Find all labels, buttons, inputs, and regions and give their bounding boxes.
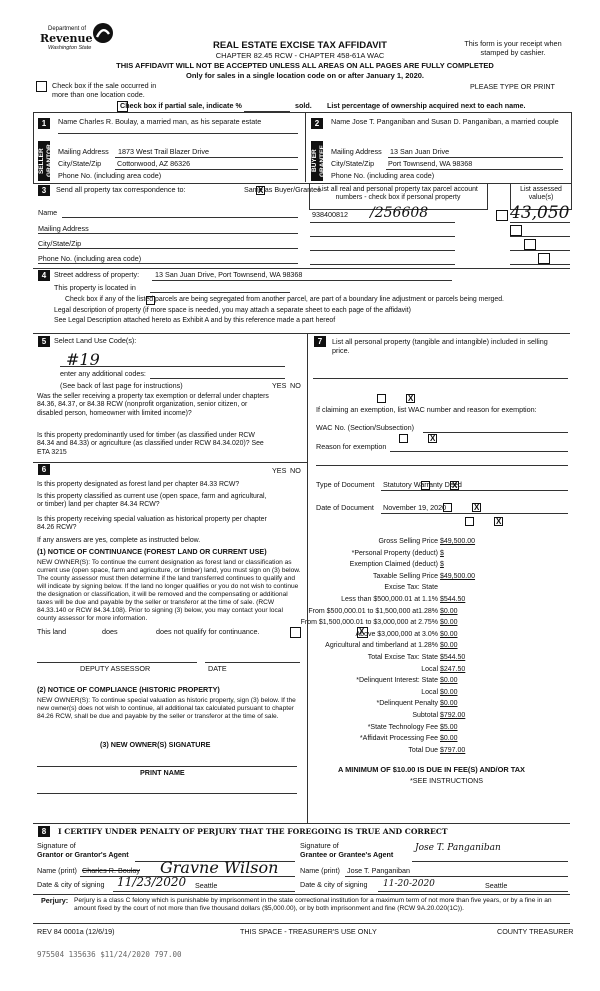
tax-row [308,631,570,642]
tax-row-value[interactable]: $0.00 [440,619,458,627]
section-8-number: 8 [38,826,50,837]
s5-q1-text: Was the seller receiving a property tax exemption or deferral under chapters 84.36, 84.37, or 84.38 RCW (nonprofit organization, senior citizen, or disabled person, homeowner with limited income)? [37,393,269,417]
grantor-print-label: Name (print) [37,866,77,875]
wac-no-label: WAC No. (Section/Subsection) [316,423,414,432]
tax-row-label: Less than $500,000.01 at 1.1% [341,596,438,603]
same-as-buyer-label: Same as Buyer/Grantee [244,185,322,194]
s5-yes-header: YES [272,381,287,390]
personal-property-checkbox-1[interactable] [496,210,508,221]
tax-row-value[interactable]: $0.00 [440,607,458,615]
tax-row [308,596,570,607]
seller-city-label: City/State/Zip [58,159,102,168]
tax-row-label: *Delinquent Interest: State [356,677,438,685]
legal-description-value[interactable]: See Legal Description attached hereto as Exhibit A and by this reference made a part hereof [54,317,336,324]
tax-row-value[interactable]: $0.00 [440,688,458,696]
land-use-code-handwritten: #19 [66,350,100,369]
grantee-sig-label2: Grantee or Grantee's Agent [300,850,394,859]
tax-row-label: From $1,500,000.01 to $3,000,000 at 2.75% [300,619,438,627]
new-owner-signature-label: (3) NEW OWNER(S) SIGNATURE [100,740,211,749]
tax-row [308,642,570,653]
s6-q3-no-checkbox[interactable] [494,517,503,526]
parcel-number-handwritten: /256608 [370,205,429,221]
s5-q2-text: Is this property predominantly used for timber (as classified under RCW 84.34 and 84.33) or agriculture (as classified under RCW 84.34.020)? See ETA 3215 [37,432,264,456]
correspondence-name-label: Name [38,208,58,217]
tax-row-value[interactable]: $0.00 [440,700,458,708]
tax-row-label: Local [421,688,438,696]
print-name-label: PRINT NAME [140,768,185,777]
form-warning: THIS AFFIDAVIT WILL NOT BE ACCEPTED UNLESS ALL AREAS ON ALL PAGES ARE FULLY COMPLETED [116,61,494,70]
send-correspondence-label: Send all property tax correspondence to: [56,185,186,194]
type-print-note: PLEASE TYPE OR PRINT [470,82,555,91]
exemption-claim-label: If claiming an exemption, list WAC number and reason for exemption: [316,405,537,414]
tax-row-label: Above $3,000,000 at 3.0% [355,630,438,638]
section-1-number: 1 [38,118,50,129]
grantor-city[interactable]: Seattle [195,881,218,890]
tax-row [308,724,570,735]
s6-q2-no-checkbox[interactable] [472,503,481,512]
s5-no-header: NO [290,381,301,390]
tax-row-value[interactable]: $0.00 [440,630,458,638]
dept-line3: Washington State [48,45,92,51]
grantor-date-handwritten[interactable]: 11/23/2020 [117,875,187,889]
personal-property-checkbox-3[interactable] [524,239,536,250]
s5-q2-no-checkbox[interactable] [428,434,437,443]
dept-line2: Revenue [40,32,93,45]
this-land-label: This land [37,627,67,636]
perjury-label: Perjury: [41,896,69,905]
assessor-date-label: DATE [208,664,227,673]
grantee-date-handwritten[interactable]: 11-20-2020 [383,879,435,889]
s6-q2-text: Is this property classified as current use (open space, farm and agricultural, or timber) land per chapter 84.34 RCW? [37,493,267,509]
s6-q1-text: Is this property designated as forest land per chapter 84.33 RCW? [37,481,240,488]
continuance-text: NEW OWNER(S): To continue the current designation as forest land or classification as current use (open space, farm and agriculture, or timber) land, you must sign on (3) below. The county assessor must then determine if the land transferred continues to qualify and will indicate by signing below. If the land no longer qualifies or you do not wish to continue the designation or classification, it will be removed and the compensating or additional taxes will be due and payable by the seller or transferor at the time of sale. (RCW 84.33.140 or RCW 84.34.108). Prior to signing (3) below, you may contact your local county assessor for more information. [37,559,301,623]
personal-property-label: List all personal property (tangible and intangible) included in selling price. [332,337,548,355]
seller-city-value[interactable]: Cottonwood, AZ 86326 [117,159,191,168]
tax-row [308,735,570,746]
does-not-label: does not qualify for continuance. [156,627,260,636]
receipt-note: This form is your receipt when stamped by cashier. [464,39,562,57]
tax-row-label: *Affidavit Processing Fee [359,735,438,743]
ownership-note: List percentage of ownership acquired next to each name. [327,101,526,110]
doc-type-label: Type of Document [316,480,375,489]
section-5-number: 5 [38,336,50,347]
multi-location-label: Check box if the sale occurred in more than one location code. [52,81,157,99]
land-does-checkbox[interactable] [290,627,301,638]
form-only-for: Only for sales in a single location code on or after January 1, 2020. [186,71,424,80]
s6-q3-yes-checkbox[interactable] [465,517,474,526]
street-address-value[interactable]: 13 San Juan Drive, Port Townsend, WA 98368 [155,270,303,279]
grantor-print-value[interactable]: Charles R. Boulay [82,866,140,875]
deputy-assessor-label: DEPUTY ASSESSOR [80,664,151,673]
grantee-sig-label1: Signature of [300,841,339,850]
seller-side-label: SELLER GRANTOR [38,141,50,181]
tax-row-value[interactable]: $0.00 [440,677,458,685]
tax-row-label: Local [421,665,438,673]
correspondence-city-label: City/State/Zip [38,239,82,248]
parcel-header: List all real and personal property tax parcel account numbers - check box if personal property [318,186,478,202]
form-number: REV 84 0001a (12/6/19) [37,927,115,936]
sold-label: sold. [295,101,312,110]
additional-codes-label: enter any additional codes: [60,369,146,378]
doc-type-value[interactable]: Statutory Warranty Deed [383,480,462,489]
receipt-stamp: 975504 135636 $11/24/2020 797.00 [37,950,182,959]
tax-row [308,700,570,711]
buyer-side-label: BUYER GRANTEE [311,141,323,181]
grantor-sig-label2: Grantor or Grantor's Agent [37,850,129,859]
tax-row-value[interactable]: $544.50 [440,654,466,661]
tax-row-value[interactable]: $ [440,561,444,569]
tax-row-label: *State Technology Fee [367,723,438,731]
seller-mailing-label: Mailing Address [58,147,109,156]
tax-row-label: *Personal Property (deduct) [351,549,438,557]
assessed-header: List assessed value(s) [520,186,562,202]
grantee-city[interactable]: Seattle [485,881,508,890]
tax-row [308,561,570,572]
form-subtitle: CHAPTER 82.45 RCW - CHAPTER 458-61A WAC [215,51,385,60]
tax-row-value[interactable]: $544.50 [440,596,466,603]
correspondence-mailing-label: Mailing Address [38,224,89,233]
legal-description-label: Legal description of property (if more space is needed, you may attach a separate sheet to each page of the affidavit) [54,307,411,314]
parcel-number[interactable]: 938400812 [312,210,348,219]
s6-no-header: NO [290,466,301,475]
tax-row [308,747,570,758]
grantor-sig-label1: Signature of [37,841,76,850]
continuance-title: (1) NOTICE OF CONTINUANCE (FOREST LAND OR CURRENT USE) [37,547,267,556]
tax-row-value[interactable]: $0.00 [440,642,458,650]
tax-row [308,654,570,665]
compliance-text: NEW OWNER(S): To continue special valuation as historic property, sign (3) below. If the new owner(s) does not wish to continue, all additional tax calculated pursuant to chapter 84.26 RCW, shall be due and payable by the seller or transferor at the time of sale. [37,697,296,721]
s5-q1-no-checkbox[interactable] [406,394,415,403]
s6-q3-text: Is this property receiving special valuation as historical property per chapter 84.26 RCW? [37,516,267,532]
tax-row-value[interactable]: $797.00 [440,746,466,754]
section-7-number: 7 [314,336,326,347]
tax-row-value[interactable]: $247.50 [440,665,466,673]
if-yes-note: If any answers are yes, complete as instructed below. [37,537,201,544]
dor-logo-icon [92,22,114,44]
tax-row-value[interactable]: $5.00 [440,723,458,731]
tax-row-label: Total Due [408,746,438,754]
county-treasurer: COUNTY TREASURER [497,927,574,936]
tax-row-value[interactable]: $0.00 [440,735,458,743]
personal-property-checkbox-2[interactable] [510,225,522,236]
street-address-label: Street address of property: [54,270,140,279]
compliance-title: (2) NOTICE OF COMPLIANCE (HISTORIC PROPERTY) [37,685,220,694]
treasurer-space: THIS SPACE - TREASURER'S USE ONLY [240,927,377,936]
minimum-due-note: A MINIMUM OF $10.00 IS DUE IN FEE(S) AND/OR TAX [338,765,525,774]
section-3-number: 3 [38,185,50,196]
buyer-mailing-value[interactable]: 13 San Juan Drive [390,147,450,156]
seller-name[interactable]: Name Charles R. Boulay, a married man, as his separate estate [58,117,262,126]
tax-row-value[interactable]: $792.00 [440,712,466,719]
tax-row [308,584,570,595]
does-label: does [102,627,118,636]
tax-row [300,619,570,630]
located-label: This property is located in [54,283,136,292]
buyer-city-label: City/State/Zip [331,159,375,168]
section-4-number: 4 [38,270,50,281]
perjury-text: Perjury is a class C felony which is punishable by imprisonment in the state correctional institution for a maximum term of not more than five years, or by a fine in an amount fixed by the court of not more than five thousand dollars ($5,000.00), or by both imprisonment and fine (RCW 9A.20.020(1C)). [74,897,552,912]
s6-yes-header: YES [272,466,287,475]
tax-row [308,538,570,549]
tax-row [308,608,570,619]
grantee-print-value[interactable]: Jose T. Panganiban [347,866,411,875]
tax-row [308,666,570,677]
tax-row-label: Exemption Claimed (deduct) [349,561,438,569]
s5-q1-yes-checkbox[interactable] [377,394,386,403]
tax-row [308,573,570,584]
s5-q2-yes-checkbox[interactable] [399,434,408,443]
grantee-print-label: Name (print) [300,866,340,875]
tax-row-label: Agricultural and timberland at 1.28% [325,642,438,650]
grantee-date-label: Date & city of signing [300,880,368,889]
section-6-number: 6 [38,464,50,475]
buyer-city-value[interactable]: Port Townsend, WA 98368 [388,159,473,168]
tax-row-label: Excise Tax: State [384,584,438,592]
grantee-signature[interactable]: Jose T. Panganiban [415,843,501,853]
section-2-number: 2 [311,118,323,129]
buyer-mailing-label: Mailing Address [331,147,382,156]
tax-row [308,689,570,700]
tax-row [308,550,570,561]
dor-logo [30,22,120,52]
grantor-date-label: Date & city of signing [37,880,105,889]
personal-property-checkbox-4[interactable] [538,253,550,264]
doc-date-label: Date of Document [316,503,374,512]
buyer-phone-label: Phone No. (including area code) [331,171,435,180]
grantor-handwritten-name: Gravne Wilson [160,858,279,877]
assessed-value-handwritten: 43,050 [510,203,570,223]
tax-row-label: Gross Selling Price [378,538,438,545]
dept-line1: Department of [48,26,87,32]
segregated-label: Check box if any of the listed parcels are being segregated from another parcel, are part of a boundary line adjustment or parcels being merged. [65,296,504,303]
seller-mailing-value[interactable]: 1873 West Trail Blazer Drive [118,147,209,156]
tax-row-label: *Delinquent Penalty [376,700,438,708]
form-title: REAL ESTATE EXCISE TAX AFFIDAVIT [212,40,387,51]
tax-row-label: From $500,000.01 to $1,500,000 at1.28% [308,607,438,615]
tax-row [308,677,570,688]
tax-row-label: Subtotal [412,712,438,719]
correspondence-phone-label: Phone No. (including area code) [38,254,142,263]
see-instructions-note: *SEE INSTRUCTIONS [410,776,484,785]
seller-phone-label: Phone No. (including area code) [58,171,162,180]
see-back-label: (See back of last page for instructions) [60,381,183,390]
tax-row [308,712,570,723]
buyer-name[interactable]: Name Jose T. Panganiban and Susan D. Panganiban, a married couple [331,117,559,126]
exemption-reason-label: Reason for exemption [316,442,387,451]
multi-location-checkbox[interactable] [36,81,47,92]
tax-row-value[interactable]: $ [440,549,444,557]
tax-row-label: Total Excise Tax: State [367,654,438,661]
doc-date-value[interactable]: November 19, 2020 [383,503,447,512]
land-use-label: Select Land Use Code(s): [54,336,137,345]
certify-statement: I CERTIFY UNDER PENALTY OF PERJURY THAT THE FOREGOING IS TRUE AND CORRECT [58,827,448,836]
tax-row-value[interactable]: $49,500.00 [440,538,476,545]
partial-sale-label: Check box if partial sale, indicate % [120,101,242,110]
tax-row-label: Taxable Selling Price [373,572,438,580]
tax-row-value[interactable]: $49,500.00 [440,572,476,580]
